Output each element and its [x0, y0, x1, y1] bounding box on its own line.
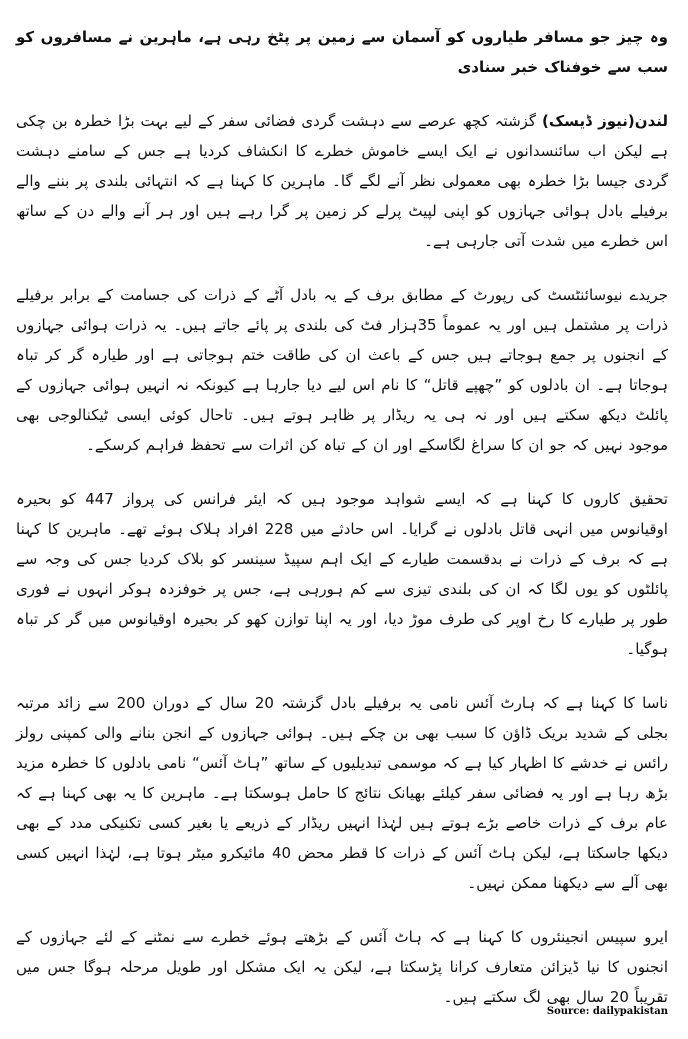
- article-paragraph-2: [16, 280, 668, 460]
- paragraph-5-text: ایرو سپیس انجینئروں کا کہنا ہے کہ ہاٹ آئس کے بڑھتے ہوئے خطرے سے نمٹنے کے لئے جہازوں کے انجنوں کا نیا ڈیزائن متعارف کرانا پڑسکتا ہے، لیکن یہ ایک مشکل اور طویل مرحلہ ہوگا جس میں تقریباً 20 سال بھی لگ سکتے ہیں۔: [16, 928, 668, 1006]
- article-paragraph-3: [16, 484, 668, 664]
- paragraph-2-text: جریدے نیوسائنٹسٹ کی رپورٹ کے مطابق برف کے یہ بادل آٹے کے ذرات کی جسامت کے برابر برفیلے ذرات پر مشتمل ہیں اور یہ عموماً 35ہزار فٹ کی بلندی پر پائے جاتے ہیں۔ یہ ذرات ہوائی جہازوں کے انجنوں پر جمع ہوجاتے ہیں جس کے باعث ان کی طاقت ختم ہوجاتی ہے اور طیارہ گر کر تباہ ہوجاتا ہے۔ ان بادلوں کو ”چھپے قاتل“ کا نام اس لیے دیا جارہا ہے کیونکہ نہ انہیں ہوائی جہازوں کے پائلٹ دیکھ سکتے ہیں اور نہ ہی یہ ریڈار پر ظاہر ہوتے ہیں۔ تاحال کوئی ایسی ٹیکنالوجی بھی موجود نہیں کہ جو ان کا سراغ لگاسکے اور ان کے تباہ کن اثرات سے تحفظ فراہم کرسکے۔: [16, 286, 668, 454]
- paragraph-4-text: ناسا کا کہنا ہے کہ ہارٹ آئس نامی یہ برفیلے بادل گزشتہ 20 سال کے دوران 200 سے زائد مرتبہ بجلی کے شدید بریک ڈاؤن کا سبب بھی بن چکے ہیں۔ ہوائی جہازوں کے انجن بنانے والی کمپنی رولز رائس نے خدشے کا اظہار کیا ہے کہ موسمی تبدیلیوں کے ساتھ ”ہاٹ آئس“ نامی بادلوں کا خطرہ مزید بڑھ رہا ہے اور یہ فضائی سفر کیلئے بھیانک نتائج کا حامل ہوسکتا ہے۔ ماہرین کا یہ بھی کہنا ہے کہ عام برف کے ذرات خاصے بڑے ہوتے ہیں لہٰذا انہیں ریڈار کے ذریعے یا بغیر کسی تکنیکی مدد کے بھی دیکھا جاسکتا ہے، لیکن ہاٹ آئس کے ذرات کا قطر محض 40 مائیکرو میٹر ہوتا ہے، لہٰذا انہیں کسی بھی آلے سے دیکھنا ممکن نہیں۔: [16, 694, 669, 892]
- dateline: لندن(نیوز ڈیسک): [541, 112, 668, 130]
- paragraph-3-text: تحقیق کاروں کا کہنا ہے کہ ایسے شواہد موجود ہیں کہ ایئر فرانس کی پرواز 447 کو بحیرہ اوقیانوس میں انہی قاتل بادلوں نے گرایا۔ اس حادثے میں 228 افراد ہلاک ہوئے تھے۔ ماہرین کا کہنا ہے کہ برف کے ذرات نے بدقسمت طیارے کے ایک اہم سپیڈ سینسر کو بلاک کردیا جس کی وجہ سے پائلٹوں کو یوں لگا کہ ان کی بلندی تیزی سے کم ہورہی ہے، جس پر خوفزدہ ہوکر انہوں نے فوری طور پر طیارے کا رخ اوپر کی طرف موڑ دیا، اور یہ اپنا توازن کھو کر بحیرہ اوقیانوس میں گر کر تباہ ہوگیا۔: [16, 490, 668, 658]
- paragraph-1-text: گزشتہ کچھ عرصے سے دہشت گردی فضائی سفر کے لیے بہت بڑا خطرہ بن چکی ہے لیکن اب سائنسدانوں نے ایک ایسے خاموش خطرے کا انکشاف کردیا ہے جس کے سامنے دہشت گردی جیسا بڑا خطرہ بھی معمولی نظر آنے لگے گا۔ ماہرین کا کہنا ہے کہ انتہائی بلندی پر بننے والے برفیلے بادل ہوائی جہازوں کو اپنی لپیٹ پرلے کر زمین پر گرا رہے ہیں اور ہر آنے والے دن کے ساتھ اس خطرے میں شدت آتی جارہی ہے۔: [16, 112, 668, 250]
- headline-text: وہ چیز جو مسافر طیاروں کو آسمان سے زمین پر پٹخ رہی ہے، ماہرین نے مسافروں کو سب سے خوفناک خبر سنادی: [16, 28, 668, 76]
- article-paragraph-5: [16, 922, 668, 1012]
- article-paragraph-4: [16, 688, 668, 898]
- article-headline: [16, 22, 668, 82]
- article-paragraph-1: [16, 106, 668, 256]
- source-credit: Source: dailypakistan: [546, 1006, 668, 1017]
